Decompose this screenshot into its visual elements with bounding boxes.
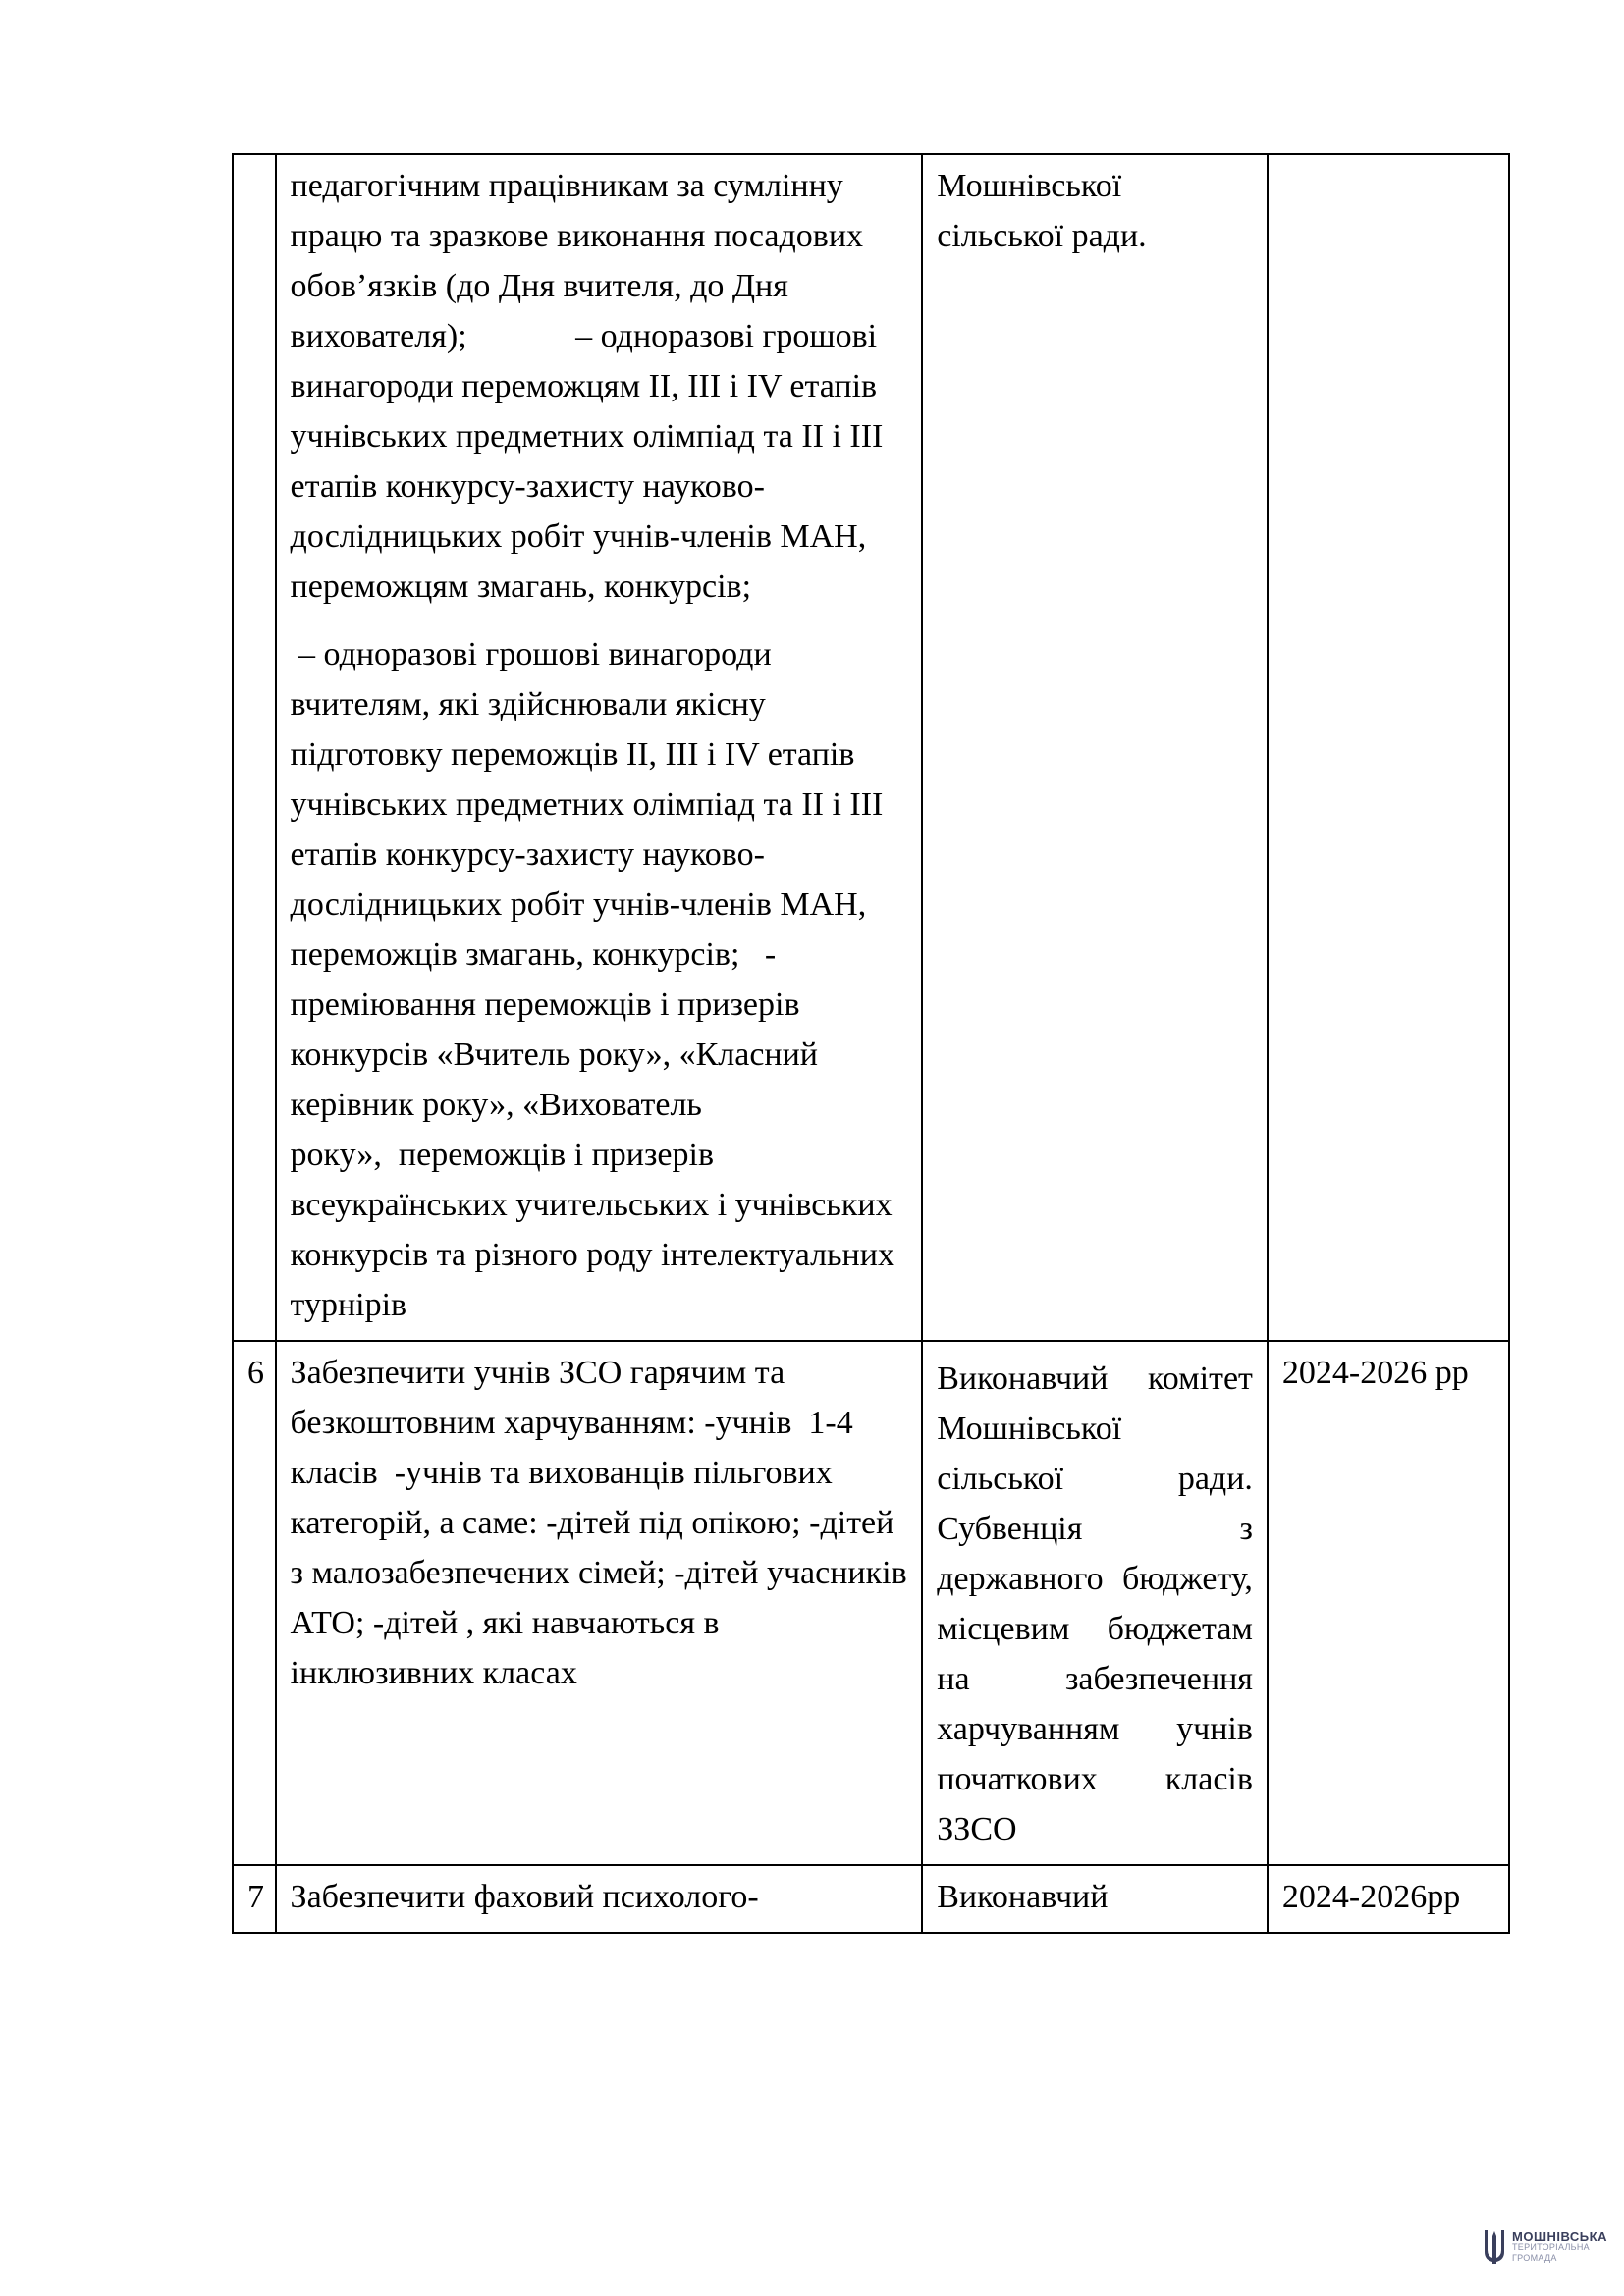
executor-line: харчуванням учнів [937, 1711, 1253, 1747]
executor-cell [922, 1341, 1268, 1865]
measure-paragraph: педагогічним працівникам за сумлінну працю та зразкове виконання посадових обов’язків (до Дня вчителя, до Дня вихователя); – одноразові грошові винагороди переможцям ІІ, ІІІ і IV етапів учнівських предметних олімпіад та ІІ і ІІІ етапів конкурсу-захисту науково-дослідницьких робіт учнів-членів МАН, переможцям змагань, конкурсів; [290, 168, 884, 605]
trident-icon [1483, 2228, 1506, 2266]
executor-line: Виконавчий комітет [937, 1361, 1253, 1397]
executor-cell: Мошнівської сільської ради. [922, 154, 1268, 1341]
measure-cell: Забезпечити учнів ЗСО гарячим та безкоштовним харчуванням: -учнів 1-4 класів -учнів та вихованців пільгових категорій, а саме: -дітей під опікою; -дітей з малозабезпечених сімей; -дітей учасників АТО; -дітей , які навчаються в інклюзивних класах [276, 1341, 923, 1865]
row-number-cell [233, 154, 276, 1341]
executor-line: Мошнівської [937, 1411, 1122, 1447]
row-number-cell: 7 [233, 1865, 276, 1933]
row-number-cell: 6 [233, 1341, 276, 1865]
period-cell: 2024-2026рр [1268, 1865, 1509, 1933]
measure-cell [276, 154, 923, 1341]
executor-line: місцевим бюджетам [937, 1611, 1253, 1647]
table-row-7 [233, 1865, 1509, 1933]
executor-line: на забезпечення [937, 1661, 1253, 1697]
measure-paragraph: – одноразові грошові винагороди вчителям, які здійснювали якісну підготовку переможців ІІ, ІІІ і IV етапів учнівських предметних олімпіад та ІІ і ІІІ етапів конкурсу-захисту науково-дослідницьких робіт учнів-членів МАН, переможців змагань, конкурсів; - преміювання переможців і призерів конкурсів «Вчитель року», «Класний керівник року», «Вихователь року», переможців і призерів всеукраїнських учительських і учнівських конкурсів та різного роду інтелектуальних турнірів [290, 636, 894, 1323]
measure-cell: Забезпечити фаховий психолого- [276, 1865, 923, 1933]
executor-line: початкових класів [937, 1761, 1253, 1797]
executor-line: Субвенція з [937, 1511, 1253, 1547]
logo-subtitle: ТЕРИТОРІАЛЬНА [1512, 2241, 1590, 2252]
logo-title: МОШНІВСЬКА [1512, 2228, 1607, 2244]
table-row-continued [233, 154, 1509, 1341]
executor-line: сільської ради. [937, 1461, 1253, 1497]
table-row-6 [233, 1341, 1509, 1865]
executor-line: державного бюджету, [937, 1561, 1253, 1597]
period-cell [1268, 154, 1509, 1341]
logo-subtitle: ГРОМАДА [1512, 2252, 1557, 2263]
executor-cell: Виконавчий [922, 1865, 1268, 1933]
program-measures-table [232, 153, 1510, 1934]
period-cell: 2024-2026 рр [1268, 1341, 1509, 1865]
executor-line: ЗЗСО [937, 1811, 1017, 1847]
community-logo [1483, 2228, 1607, 2266]
